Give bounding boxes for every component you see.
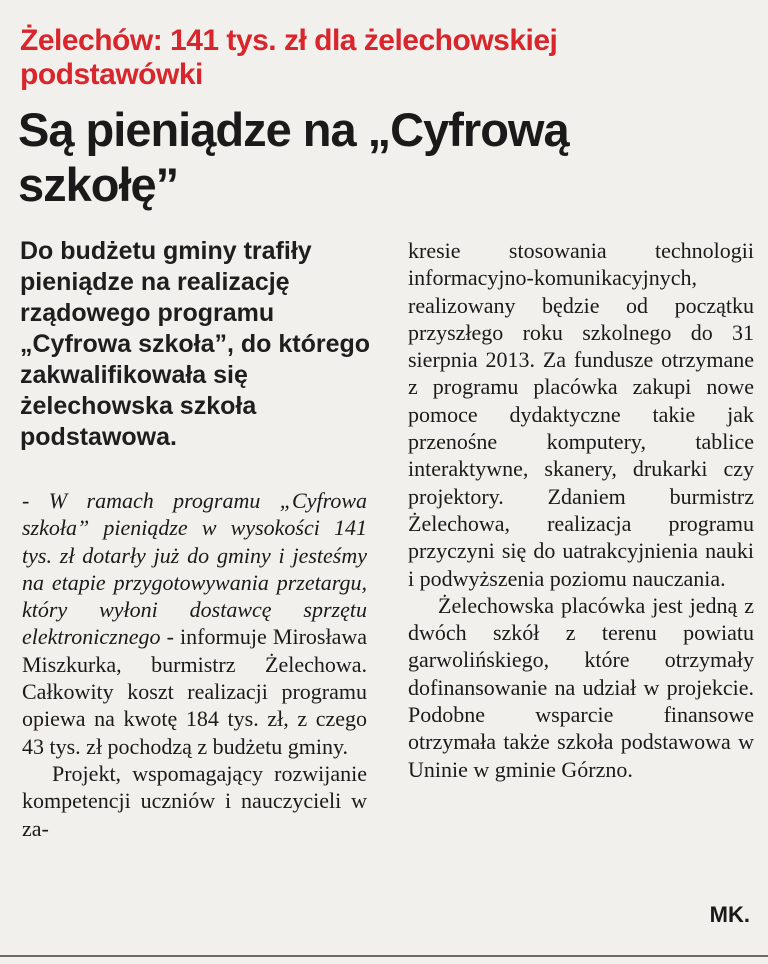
paragraph-3: Żelechowska placówka jest jedną z dwóch szkół z terenu powiatu garwolińskiego, które otrzymały dofinansowanie na udział w projekcie. Podobne wsparcie finansowe otrzymała także szkoła podstawowa w Uninie w gminie Górzno.	[408, 592, 754, 782]
column-left	[22, 487, 367, 842]
quote-text: - W ramach programu „Cyfrowa szkoła” pieniądze w wysokości 141 tys. zł dotarły już do gminy i jesteśmy na etapie przygotowywania przetargu, który wyłoni dostawcę sprzętu elektronicznego	[22, 488, 367, 650]
paragraph-1	[22, 487, 367, 760]
paragraph-2-continued: kresie stosowania technologii informacyjno-komunikacyjnych, realizowany będzie od początku przyszłego roku szkolnego do 31 sierpnia 2013. Za fundusze otrzymane z programu placówka zakupi nowe pomoce dydaktyczne takie jak przenośne komputery, tablice interaktywne, skanery, drukarki czy projektory. Zdaniem burmistrz Żelechowa, realizacja programu przyczyni się do uatrakcyjnienia nauki i podwyższenia poziomu nauczania.	[408, 238, 754, 591]
article-lead: Do budżetu gminy trafiły pieniądze na realizację rządowego programu „Cyfrowa szkoła”, do którego zakwalifikowała się żelechowska szkoła podstawowa.	[20, 237, 371, 451]
paragraph-1-rest: - informuje Mirosława Miszkurka, burmistrz Żelechowa. Całkowity koszt realizacji programu opiewa na kwotę 184 tys. zł, z czego 43 tys. zł pochodzą z budżetu gminy.	[22, 624, 367, 759]
page-divider	[0, 955, 768, 957]
article-kicker: Żelechów: 141 tys. zł dla żelechowskiej podstawówki	[20, 24, 558, 91]
author-signature: MK.	[709, 902, 750, 927]
article-headline: Są pieniądze na „Cyfrową szkołę”	[18, 103, 569, 211]
column-right	[408, 237, 754, 783]
paragraph-2-start: Projekt, wspomagający rozwijanie kompetencji uczniów i nauczycieli w za-	[22, 760, 367, 841]
bleed-through	[360, 0, 560, 19]
